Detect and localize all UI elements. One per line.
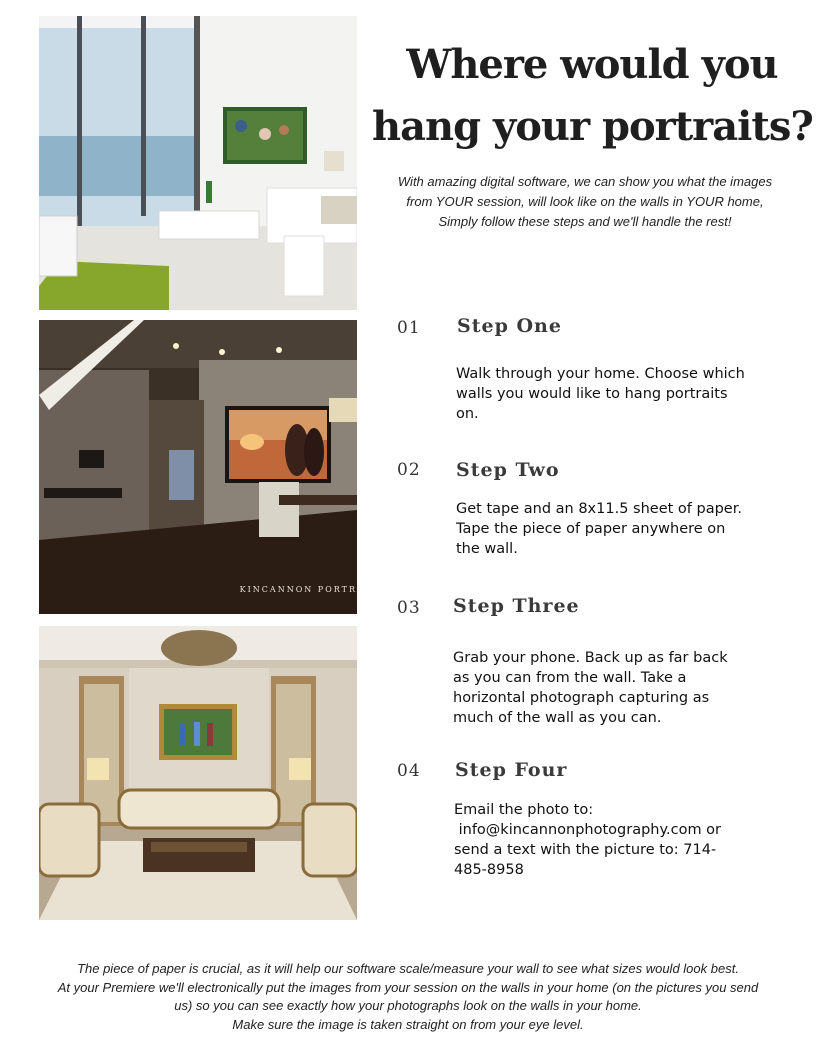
step-line: Get tape and an 8x11.5 sheet of paper. [456,501,742,517]
intro-line: Simply follow these steps and we'll handle the rest! [438,214,732,229]
phone-text: send a text with the picture to: 714- [454,842,717,858]
page-title [372,34,812,158]
step-line: Grab your phone. Back up as far back [453,650,728,666]
step-description [456,499,756,559]
step-line: Email the photo to: [454,802,594,818]
footer-line: us) so you can see exactly how your photographs look on the walls in your home. [174,998,642,1013]
step-line: the wall. [456,541,518,557]
step-line: on. [456,406,479,422]
step-number: 01 [397,318,421,338]
step-line: much of the wall as you can. [453,710,662,726]
step-line: walls you would like to hang portraits [456,386,728,402]
hallway-photo [39,320,357,614]
step-title: Step One [457,315,562,337]
step-description [456,364,756,424]
footer-line: Make sure the image is taken straight on from your eye level. [232,1016,584,1032]
step-title: Step Three [453,595,580,617]
step-title: Step Two [456,459,560,481]
step-line: Tape the piece of paper anywhere on [456,521,726,537]
intro-line: from YOUR session, will look like on the walls in YOUR home, [406,194,764,209]
intro-line: With amazing digital software, we can show you what the images [397,174,773,189]
step-line: as you can from the wall. Take a [453,670,687,686]
photo-watermark: KINCANNON PORTR [239,585,357,594]
title-line: Where would you [406,41,778,88]
step-title: Step Four [455,759,568,781]
step-line: horizontal photograph capturing as [453,690,710,706]
step-number: 03 [397,598,421,618]
intro-text [376,172,794,232]
footer-line: At your Premiere we'll electronically put the images from your session on the walls in your home (on the pictures you send [57,979,759,995]
footer-line: The piece of paper is crucial, as it will help our software scale/measure your wall to see what sizes would look best. [77,961,739,976]
step-description [453,648,753,728]
footer-notes [20,960,796,1034]
email-address: info@kincannonphotography.com or [454,822,722,838]
step-number: 02 [397,460,421,480]
phone-text: 485-8958 [454,862,524,878]
step-line: Walk through your home. Choose which [456,366,745,382]
sitting-room-photo [39,626,357,920]
living-room-photo [39,16,357,310]
step-number: 04 [397,761,421,781]
title-line: hang your portraits? [372,103,813,150]
step-description [454,800,754,880]
